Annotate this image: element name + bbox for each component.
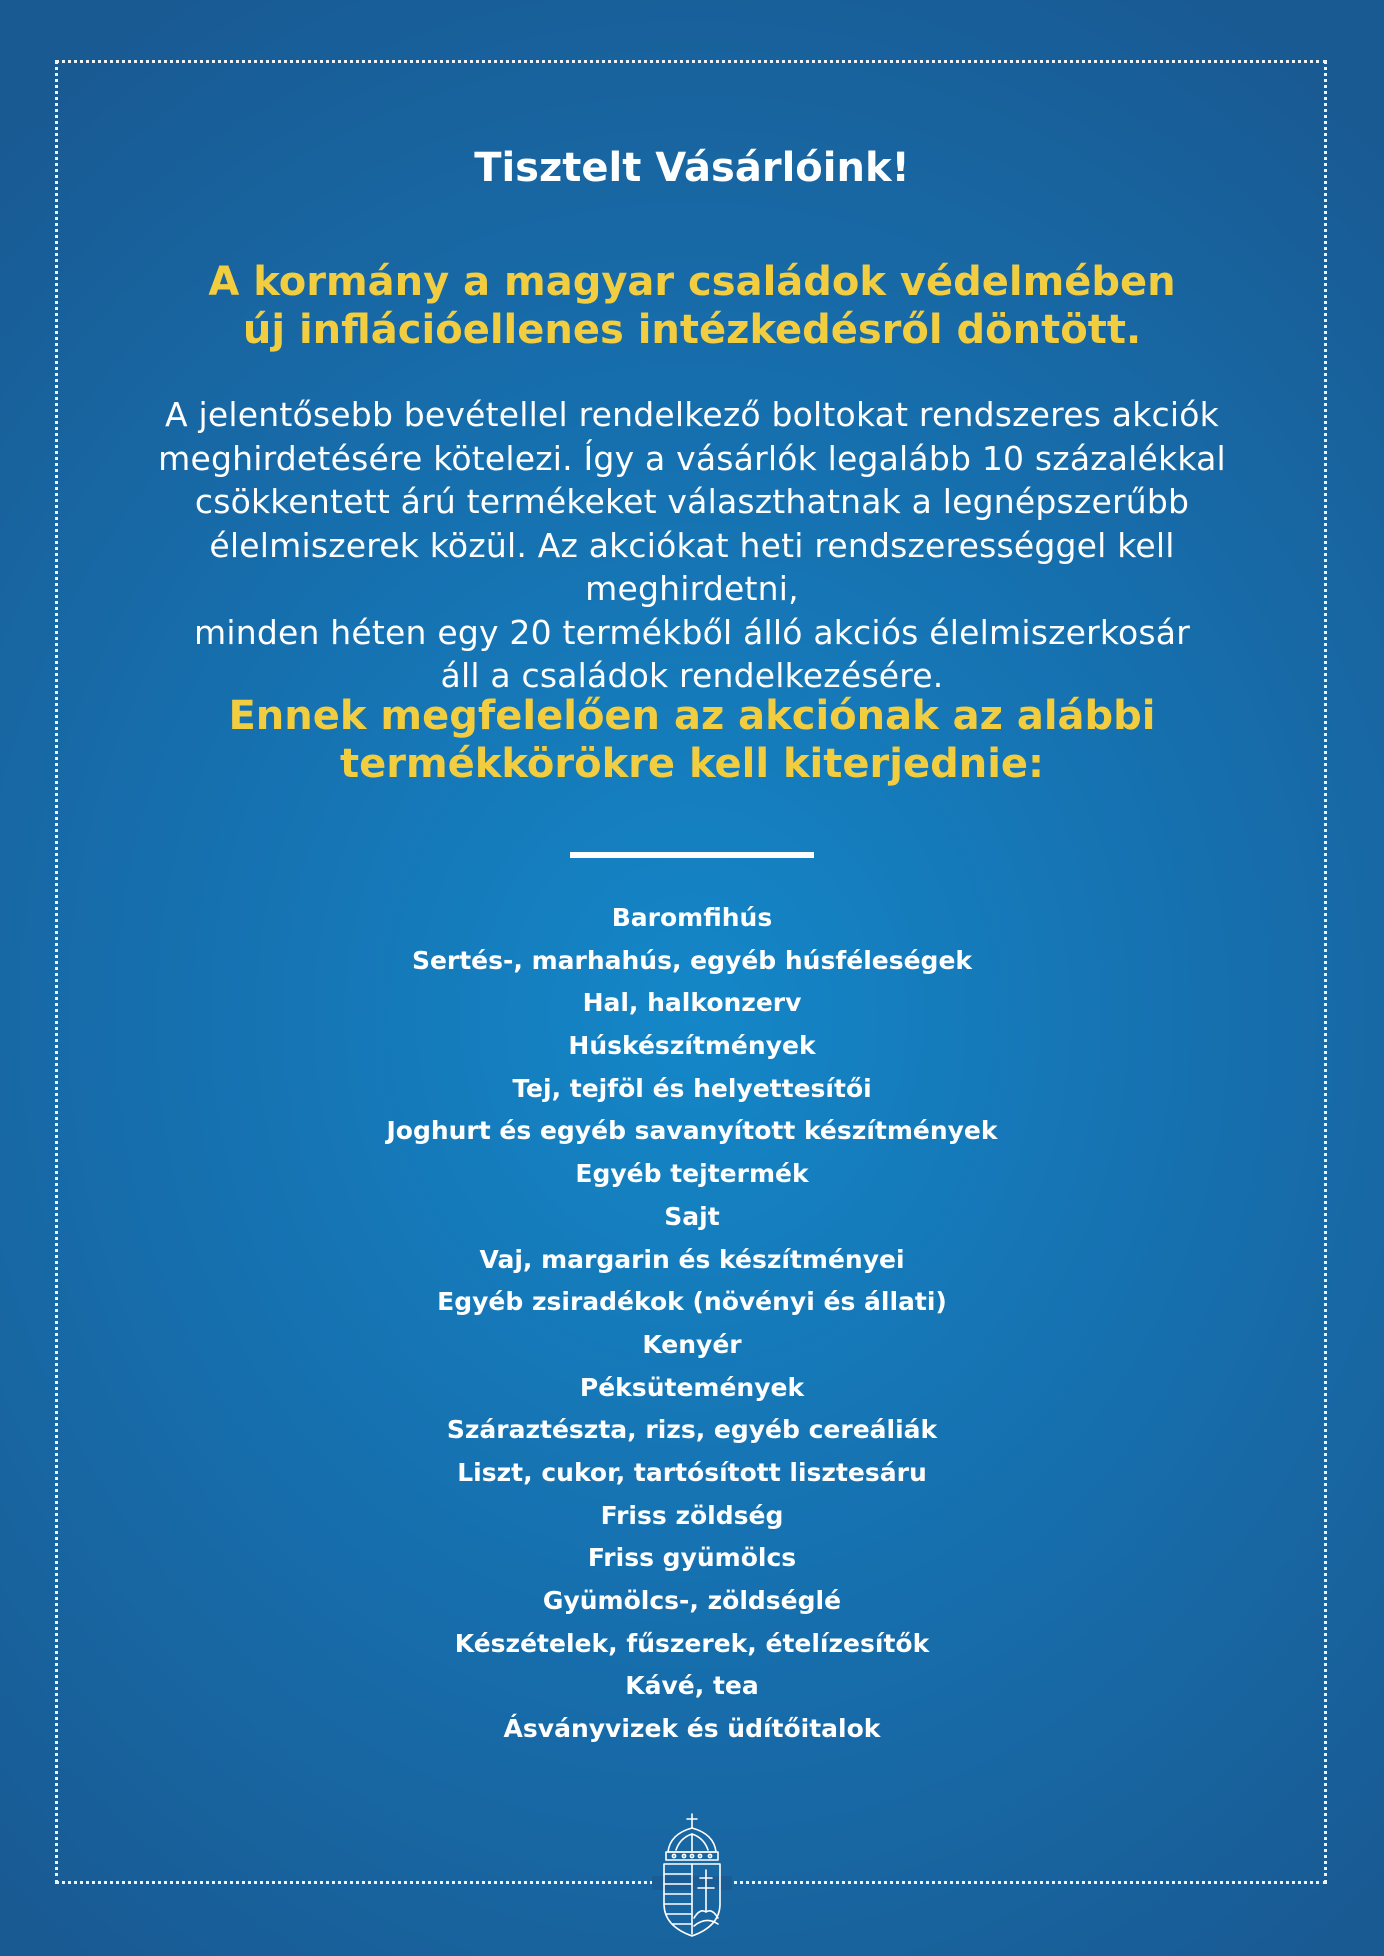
category-item: Joghurt és egyéb savanyított készítmények [386,1116,998,1146]
body-paragraph [100,393,1284,698]
body-line: A jelentősebb bevétellel rendelkező boltokat rendszeres akciók [165,395,1219,434]
category-item: Ásványvizek és üdítőitalok [503,1714,881,1744]
category-item: Sertés-, marhahús, egyéb húsféleségek [411,945,973,975]
category-item: Sajt [664,1201,720,1231]
subheadline [0,692,1384,788]
category-item: Gyümölcs-, zöldséglé [542,1586,842,1615]
body-line: áll a családok rendelkezésére. [440,656,944,695]
category-item: Húskészítmények [568,1031,816,1061]
category-item: Hal, halkonzerv [582,988,802,1018]
category-item: Száraztészta, rizs, egyéb cereáliák [446,1415,938,1445]
divider [570,852,814,858]
category-item: Tej, tejföl és helyettesítői [512,1073,872,1103]
body-line: csökkentett árú termékeket választhatnak a legnépszerűbb [194,482,1190,521]
category-item: Baromfihús [611,903,773,932]
category-item: Kenyér [642,1329,742,1359]
subheadline-line: termékkörökre kell kiterjednie: [339,741,1045,787]
subheadline-line: Ennek megfelelően az akciónak az alábbi [228,693,1156,739]
category-item: Készételek, fűszerek, ételízesítők [454,1628,930,1658]
headline [0,258,1384,354]
headline-line: A kormány a magyar családok védelmében [208,259,1176,305]
headline-line: új inflációellenes intézkedésről döntött. [242,307,1142,353]
category-item: Kávé, tea [625,1671,759,1701]
category-item: Péksütemények [579,1372,805,1402]
category-item: Egyéb tejtermék [575,1159,809,1189]
hungarian-coat-of-arms-icon [658,1812,726,1938]
category-item: Egyéb zsiradékok (növényi és állati) [437,1287,947,1317]
body-line: élelmiszerek közül. Az akciókat heti rendszerességgel kell meghirdetni, [209,525,1175,608]
category-item: Liszt, cukor, tartósított lisztesáru [457,1457,927,1487]
category-item: Friss gyümölcs [587,1543,797,1573]
product-category-list [0,897,1384,1751]
category-item: Friss zöldség [600,1500,784,1530]
greeting-title: Tisztelt Vásárlóink! [474,145,910,191]
category-item: Vaj, margarin és készítményei [479,1244,905,1274]
body-line: minden héten egy 20 termékből álló akciós élelmiszerkosár [194,612,1190,652]
body-line: meghirdetésére kötelezi. Így a vásárlók legalább 10 százalékkal [158,438,1226,478]
